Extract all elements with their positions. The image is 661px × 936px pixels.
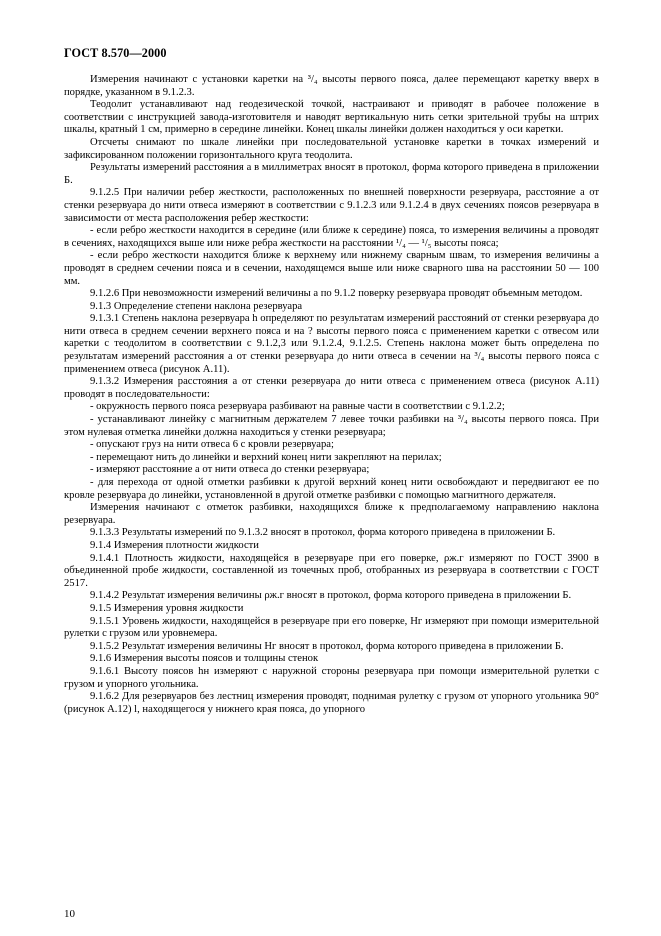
paragraph: 9.1.4.2 Результат измерения величины ρж.г вносят в протокол, форма которого приведена в приложении Б. — [90, 590, 572, 602]
paragraph: 9.1.3.3 Результаты измерений по 9.1.3.2 вносят в протокол, форма которого приведена в приложении Б. — [90, 527, 556, 539]
paragraph: 9.1.5.1 Уровень жидкости, находящейся в резервуаре при его поверке, Hг измеряют при помощи измерительной рулетки с грузом или уровнемера. — [64, 615, 599, 640]
list-item: - если ребро жесткости находится в середине (или ближе к середине) пояса, то измерения величины a проводят в сечениях, находящихся выше или ниже ребра жесткости на расстоянии ¹/₄ — ¹/₅ высоты пояса; — [64, 225, 599, 249]
paragraph: 9.1.6.1 Высоту поясов hн измеряют с наружной стороны резервуара при помощи измерительной рулетки с грузом и упорного угольника. — [64, 665, 599, 690]
list-item: - перемещают нить до линейки и верхний конец нити закрепляют на перилах; — [90, 451, 442, 463]
paragraph: 9.1.2.6 При невозможности измерений величины a по 9.1.2 поверку резервуара проводят объемным методом. — [90, 288, 583, 300]
list-item: - устанавливают линейку с магнитным держателем 7 левее точки разбивки на ³/₄ высоты первого пояса. При этом нулевая отметка линейки должна находиться у стенки резервуара; — [64, 414, 599, 438]
paragraph: 9.1.2.5 При наличии ребер жесткости, расположенных по внешней поверхности резервуара, расстояние a от стенки резервуара до нити отвеса измеряют в соответствии с 9.1.2.3 или 9.1.2.4 в двух сечениях поясов резервуара в зависимости от места расположения ребер жесткости: — [64, 187, 599, 224]
paragraph: Теодолит устанавливают над геодезической точкой, настраивают и приводят в рабочее положение в соответствии с инструкцией завода-изготовителя и наводят вертикальную нить сетки зрительной трубы на штрих шкалы, кратный 1 см, примерно в середине линейки. Конец шкалы линейки должен находиться у оси каретки. — [64, 99, 599, 136]
list-item: - измеряют расстояние a от нити отвеса до стенки резервуара; — [90, 464, 370, 476]
paragraph: Результаты измерений расстояния a в миллиметрах вносят в протокол, форма которого приведена в приложении Б. — [64, 162, 599, 186]
paragraph: Измерения начинают с отметок разбивки, находящихся ближе к предполагаемому направлению наклона резервуара. — [64, 502, 599, 526]
list-item: - опускают груз на нити отвеса 6 с кровли резервуара; — [90, 439, 334, 451]
paragraph: Отсчеты снимают по шкале линейки при последовательной установке каретки в точках измерений и зафиксированном положении горизонтального круга теодолита. — [64, 136, 599, 161]
section-heading: 9.1.5 Измерения уровня жидкости — [90, 602, 244, 614]
paragraph: 9.1.3.2 Измерения расстояния a от стенки резервуара до нити отвеса с применением отвеса (рисунок А.11) проводят в последовательности: — [64, 376, 599, 400]
list-item: - для перехода от одной отметки разбивки к другой верхний конец нити освобождают и передвигают ее по кровле резервуара до линейки, установленной в другой отметке разбивки с помощью магнитного держателя. — [64, 477, 599, 501]
section-heading: 9.1.3 Определение степени наклона резервуара — [90, 300, 303, 312]
page-number: 10 — [64, 908, 75, 920]
paragraph: Измерения начинают с установки каретки на ³/₄ высоты первого пояса, далее перемещают каретку вверх в порядке, указанном в 9.1.2.3. — [64, 74, 599, 98]
paragraph: 9.1.6.2 Для резервуаров без лестниц измерения проводят, поднимая рулетку с грузом от упорного угольника 90° (рисунок А.12) l, находящегося у нижнего края пояса, до упорного — [64, 691, 599, 715]
section-heading: 9.1.6 Измерения высоты поясов и толщины стенок — [90, 653, 319, 665]
document-body — [64, 74, 599, 716]
paragraph: 9.1.4.1 Плотность жидкости, находящейся в резервуаре при его поверке, ρж.г измеряют по ГОСТ 3900 в объединенной пробе жидкости, составленной из точечных проб, отобранных из резервуара в соответствии с ГОСТ 2517. — [64, 552, 599, 589]
document-header: ГОСТ 8.570—2000 — [64, 46, 167, 60]
section-heading: 9.1.4 Измерения плотности жидкости — [90, 539, 259, 551]
list-item: - если ребро жесткости находится ближе к верхнему или нижнему сварным швам, то измерения величины a проводят в среднем сечении пояса и в сечении, находящемся выше или ниже сварного шва на расстоянии 50 — 100 мм. — [64, 250, 599, 287]
paragraph: 9.1.3.1 Степень наклона резервуара h определяют по результатам измерений расстояний от стенки резервуара до нити отвеса в среднем сечении верхнего пояса и на ? высоты первого пояса с применением каретки с отвесом или каретки с теодолитом в соответствии с 9.1.2,3 или 9.1.2.4, 9.1.2.5. Степень наклона может быть определена по результатам измерений расстояния a от стенки резервуара до нити отвеса в сечении на ³/₄ высоты первого пояса с применением отвеса (рисунок А.11). — [64, 313, 599, 375]
list-item: - окружность первого пояса резервуара разбивают на равные части в соответствии с 9.1.2.2; — [90, 401, 505, 413]
paragraph: 9.1.5.2 Результат измерения величины Hг вносят в протокол, форма которого приведена в приложении Б. — [90, 640, 564, 652]
